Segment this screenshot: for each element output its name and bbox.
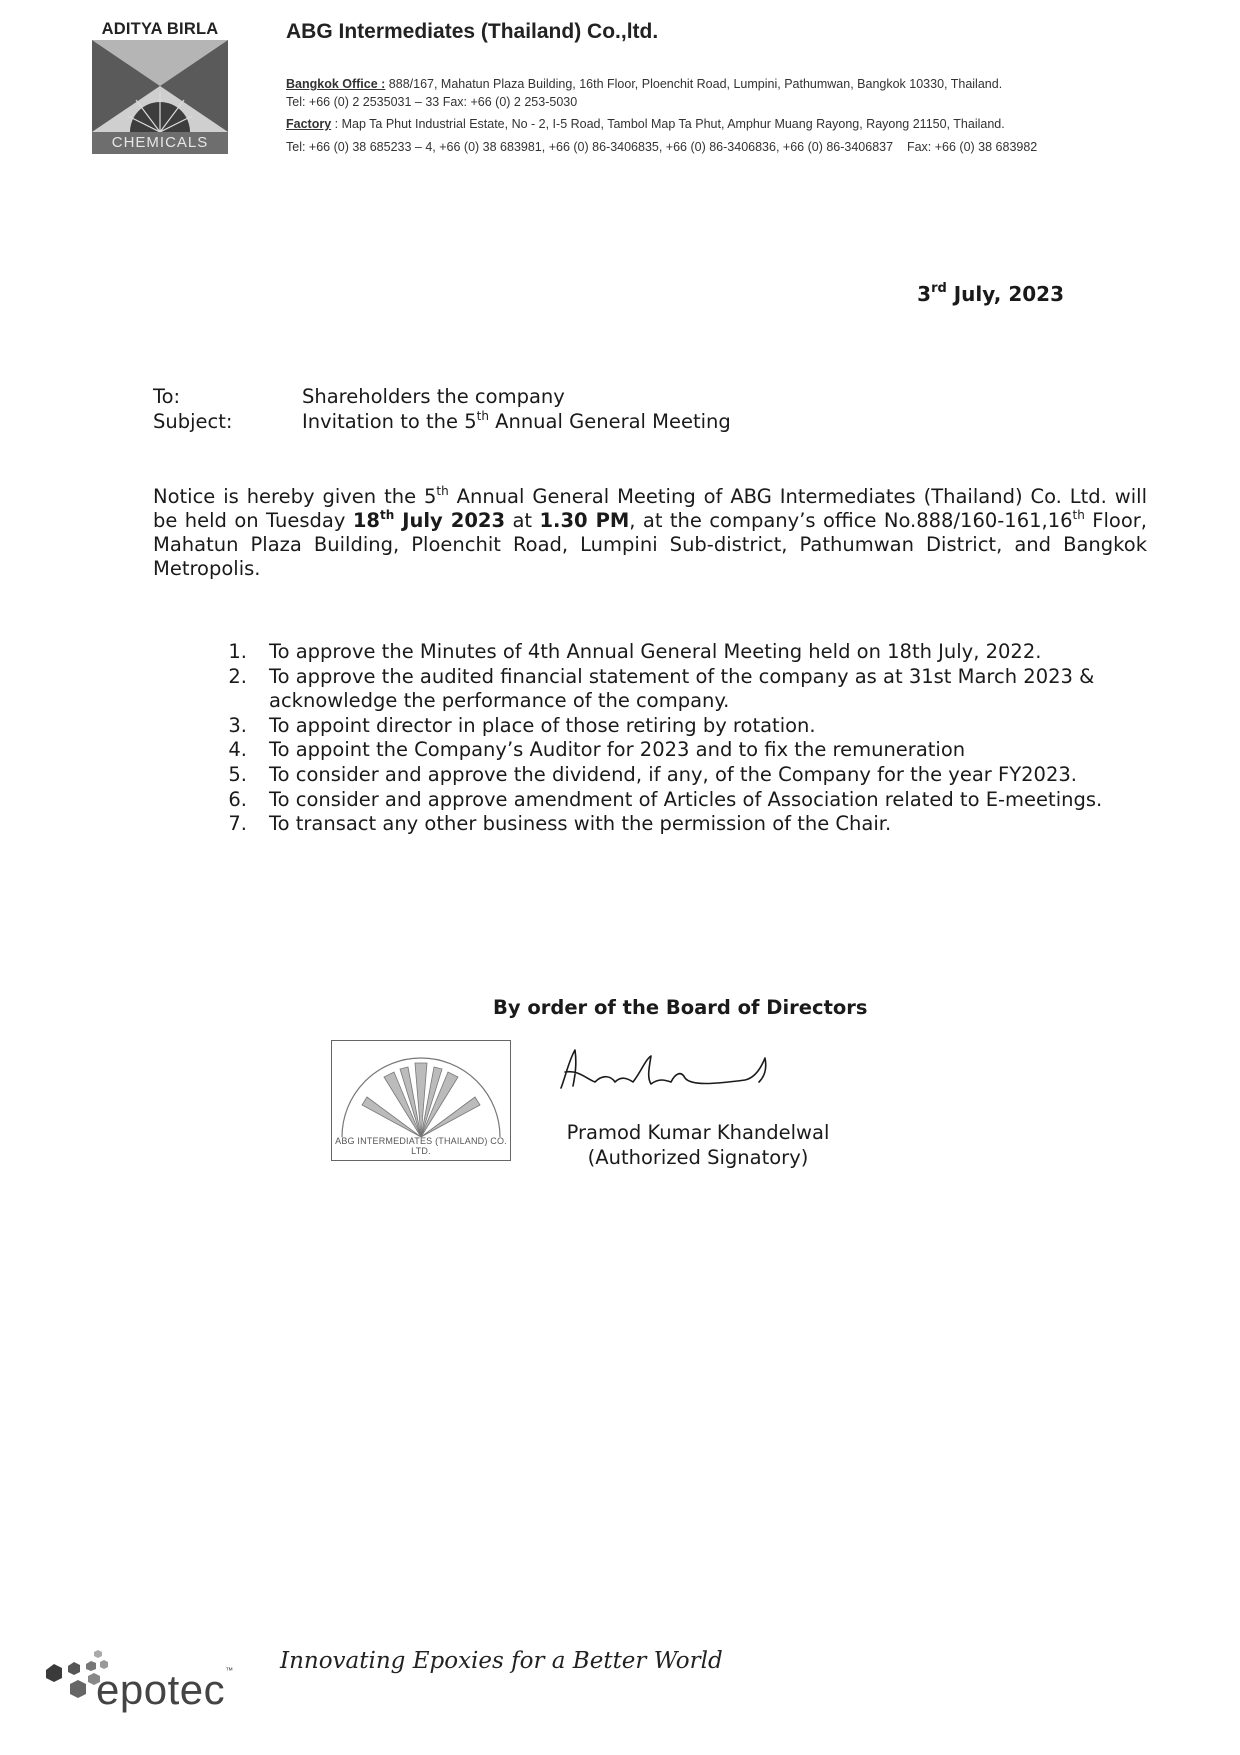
agenda-number: 6 . [221,788,247,813]
subject-label: Subject: [153,410,233,433]
letter-date [917,282,1064,306]
notice-paragraph [153,485,1147,581]
board-order-line: By order of the Board of Directors [493,996,868,1019]
agenda-text: To appoint director in place of those retiring by rotation. [269,713,816,737]
seal-text: ABG INTERMEDIATES (THAILAND) CO. LTD. [335,1136,507,1156]
signatory-name: Pramod Kumar Khandelwal [566,1121,830,1144]
trademark-mark-icon: ™ [225,1666,234,1675]
agenda-item [221,640,1171,665]
date-suffix: rd [931,281,947,297]
handwritten-signature [555,1038,795,1098]
agenda-number: 4 . [221,738,247,763]
agenda-text: To approve the Minutes of 4th Annual General Meeting held on 18th July, 2022. [269,640,1042,663]
subject-pre: Invitation to the 5 [302,410,477,433]
agenda-number: 7 . [221,812,247,837]
agenda-number: 1 . [221,640,247,665]
epotec-brand-word: epotec [96,1666,226,1713]
factory-text: : Map Ta Phut Industrial Estate, No - 2, I-5 Road, Tambol Map Ta Phut, Amphur Muang Rayong, Rayong 21150, Thailand. [331,117,1005,131]
notice-sup: th [1072,507,1085,522]
agenda-item [221,714,1171,739]
meeting-date-rest: July 2023 [394,509,506,532]
notice-sup: th [436,483,449,498]
bangkok-office-text: 888/167, Mahatun Plaza Building, 16th Floor, Ploenchit Road, Lumpini, Pathumwan, Bangkok 10330, Thailand. [385,77,1003,91]
notice-part: Floor, Mahatun Plaza Building, Ploenchit Road, Lumpini Sub-district, Pathumwan District, and Bangkok Metropolis. [153,509,1147,580]
agenda-number: 5 . [221,763,247,788]
epotec-brand-text [96,1666,234,1714]
agenda-item [221,665,1171,714]
subject-sup: th [476,408,489,423]
date-day: 3 [917,282,932,306]
agenda-item [221,738,1171,763]
logo-emblem-icon [92,40,228,132]
factory-tel: Tel: +66 (0) 38 685233 – 4, +66 (0) 38 683981, +66 (0) 86-3406835, +66 (0) 86-3406836, +66 (0) 86-3406837 Fax: +66 (0) 38 683982 [286,140,1038,154]
seal-emblem-icon [332,1041,510,1141]
agenda-text: To appoint the Company’s Auditor for 2023 and to fix the remuneration [269,738,966,762]
logo-bottom-text: CHEMICALS [92,132,228,154]
notice-part: Notice is hereby given the 5 [153,485,437,508]
bangkok-office-label: Bangkok Office : [286,77,386,91]
bangkok-office-tel: Tel: +66 (0) 2 2535031 – 33 Fax: +66 (0) 2 253-5030 [286,95,578,109]
agenda-item [221,763,1171,788]
agenda-text: To transact any other business with the permission of the Chair. [269,812,892,836]
notice-part: Annual General Meeting of ABG Intermediates (Thailand) Co. Ltd. will be held on Tuesday [153,485,1147,532]
meeting-date-sup: th [379,507,395,522]
company-name: ABG Intermediates (Thailand) Co.,ltd. [286,20,659,43]
agenda-list [221,640,1171,837]
subject-post: Annual General Meeting [488,410,731,433]
factory-address [286,117,1005,131]
logo-top-text: ADITYA BIRLA [101,20,219,38]
meeting-time: 1.30 PM [539,509,630,532]
meeting-date [353,509,505,532]
bangkok-office-address [286,77,1002,91]
agenda-item [221,812,1171,837]
agenda-item [221,788,1171,813]
agenda-number: 2 . [221,665,247,690]
agenda-text: To consider and approve amendment of Articles of Association related to E-meetings. [269,787,1103,811]
to-label: To: [153,385,181,408]
signatory-block [556,1120,840,1170]
agenda-text: To consider and approve the dividend, if any, of the Company for the year FY2023. [269,762,1077,786]
subject-value [302,410,731,433]
date-rest: July, 2023 [946,282,1064,306]
agenda-text: To approve the audited financial statement of the company as at 31st March 2023 & acknowledge the performance of the company. [269,664,1095,713]
signatory-role: (Authorized Signatory) [587,1146,809,1169]
notice-part: at [505,509,540,532]
meeting-date-day: 18 [352,509,380,532]
agenda-number: 3 . [221,714,247,739]
factory-label: Factory [286,117,332,131]
notice-part: , at the company’s office No.888/160-161,16 [629,509,1073,532]
footer-tagline: Innovating Epoxies for a Better World [280,1648,723,1674]
company-seal [331,1040,511,1161]
aditya-birla-logo [92,20,228,150]
to-value: Shareholders the company [302,385,565,408]
